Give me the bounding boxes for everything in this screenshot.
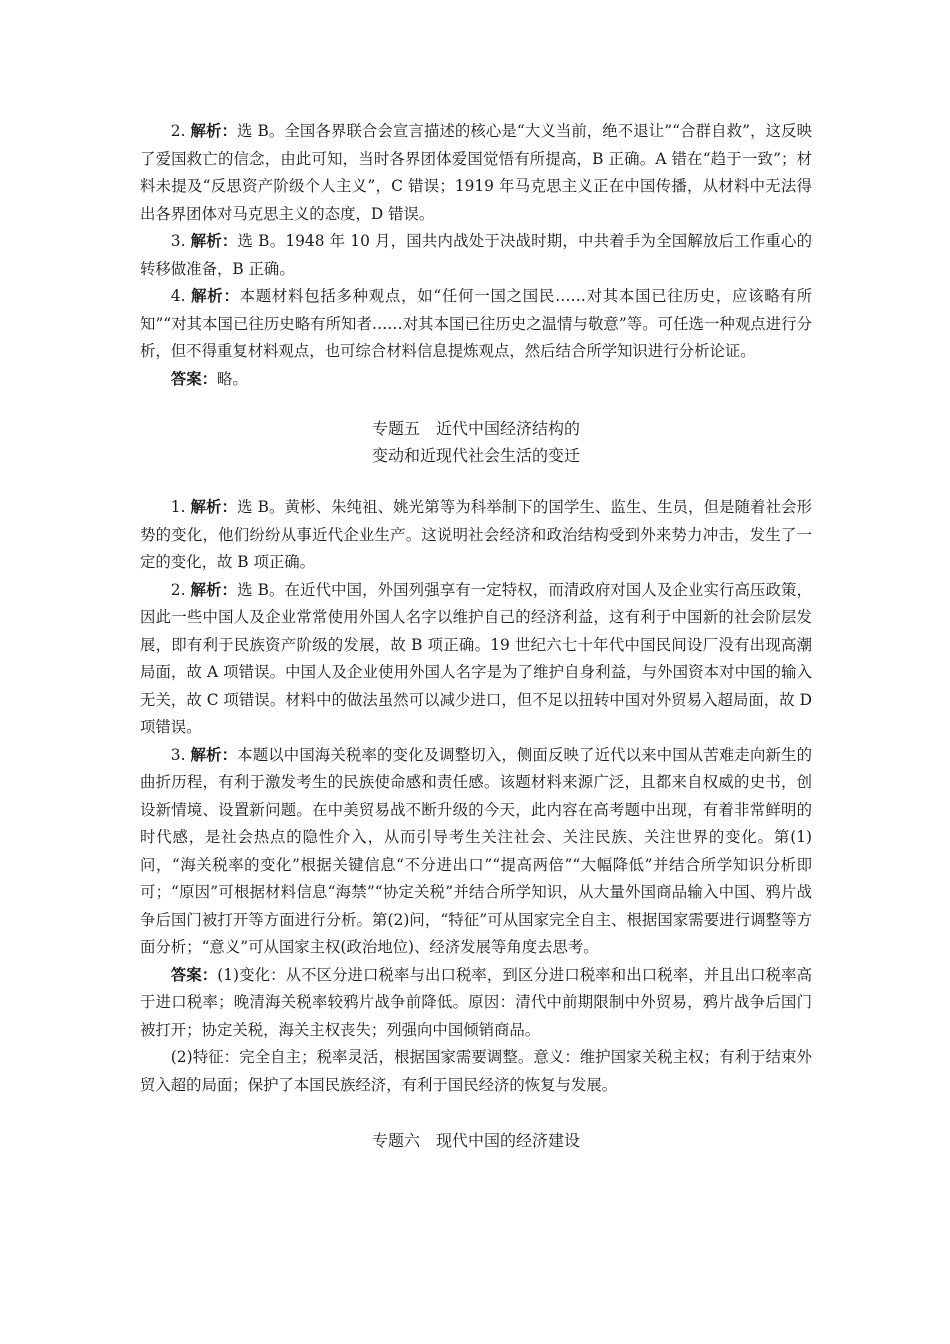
section-title-line-2: 变动和近现代社会生活的变迁 xyxy=(371,446,580,465)
answer-text: (1)变化：从不区分进口税率与出口税率，到区分进口税率和出口税率，并且出口税率高于进口税率；晚清海关税率较鸦片战争前降低。原因：清代中前期限制中外贸易，鸦片战争后国门被打开；协定关税，海关主权丧失；列强向中国倾销商品。 xyxy=(140,965,812,1039)
analysis-label: 解析： xyxy=(190,498,238,516)
answer-part-2: (2)特征：完全自主；税率灵活，根据国家需要调整。意义：维护国家关税主权；有利于结束外贸入超的局面；保护了本国民族经济，有利于国民经济的恢复与发展。 xyxy=(140,1048,812,1094)
analysis-label: 解析： xyxy=(190,122,237,140)
section-6-heading xyxy=(140,1127,812,1154)
answer-item-3 xyxy=(140,228,812,283)
answer-item-4 xyxy=(140,283,812,366)
item-number: 1. xyxy=(170,498,191,516)
answer-label: 答案： xyxy=(170,965,218,984)
item-number: 3. xyxy=(170,745,191,764)
answer-item-2 xyxy=(140,118,812,228)
answer-item-3 xyxy=(140,742,812,962)
analysis-label: 解析： xyxy=(190,232,238,250)
answer-text: 略。 xyxy=(216,369,248,388)
analysis-text: 本题材料包括多种观点，如“任何一国之国民……对其本国已往历史，应该略有所知”“对其本国已往历史略有所知者……对其本国已往历史之温情与敬意”等。可任选一种观点进行分析，但不得重复材料观点，也可综合材料信息提炼观点，然后结合所学知识进行分析论证。 xyxy=(140,287,812,360)
analysis-text: 选 B。黄彬、朱纯祖、姚光第等为科举制下的国学生、监生、生员，但是随着社会形势的变化，他们纷纷从事近代企业生产。这说明社会经济和政治结构受到外来势力冲击，发生了一定的变化，故 B 项正确。 xyxy=(140,498,812,571)
answer-item-2 xyxy=(140,577,812,742)
answer-part-1 xyxy=(140,962,812,1045)
item-number: 4. xyxy=(170,287,192,305)
answer-line xyxy=(140,366,812,394)
answer-label: 答案： xyxy=(170,369,217,388)
section-5-heading xyxy=(140,415,812,469)
analysis-label: 解析： xyxy=(190,580,238,599)
analysis-label: 解析： xyxy=(190,745,238,764)
analysis-label: 解析： xyxy=(191,287,240,305)
item-number: 2. xyxy=(170,580,191,599)
section-title-line-1: 专题五 近代中国经济结构的 xyxy=(371,419,580,438)
answer-item-1 xyxy=(140,494,812,577)
section-title: 专题六 现代中国的经济建设 xyxy=(371,1131,580,1150)
analysis-text: 选 B。在近代中国，外国列强享有一定特权，而清政府对国人及企业实行高压政策，因此一些中国人及企业常常使用外国人名字以维护自己的经济利益，这有利于中国新的社会阶层发展，即有利于民族资产阶级的发展，故 B 项正确。19 世纪六七十年代中国民间设厂没有出现高潮局面，故 A 项错误。中国人及企业使用外国人名字是为了维护自身利益，与外国资本对中国的输入无关，故 C 项错误。材料中的做法虽然可以减少进口，但不足以扭转中国对外贸易入超局面，故 D 项错误。 xyxy=(140,580,812,736)
item-number: 2. xyxy=(170,122,191,140)
item-number: 3. xyxy=(170,232,191,250)
analysis-text: 选 B。1948 年 10 月，国共内战处于决战时期，中共着手为全国解放后工作重心的转移做准备，B 正确。 xyxy=(140,232,812,278)
analysis-text: 选 B。全国各界联合会宣言描述的核心是“大义当前，绝不退让”“合群自救”，这反映了爱国救亡的信念，由此可知，当时各界团体爱国觉悟有所提高，B 正确。A 错在“趋于一致”；材料未提及“反思资产阶级个人主义”，C 错误；1919 年马克思主义正在中国传播，从材料中无法得出各界团体对马克思主义的态度，D 错误。 xyxy=(140,122,812,223)
analysis-text: 本题以中国海关税率的变化及调整切入，侧面反映了近代以来中国从苦难走向新生的曲折历程，有利于激发考生的民族使命感和责任感。该题材料来源广泛，且都来自权威的史书，创设新情境、设置新问题。在中美贸易战不断升级的今天，此内容在高考题中出现，有着非常鲜明的时代感，是社会热点的隐性介入，从而引导考生关注社会、关注民族、关注世界的变化。第(1)问，“海关税率的变化”根据关键信息“不分进出口”“提高两倍”“大幅降低”并结合所学知识分析即可；“原因”可根据材料信息“海禁”“协定关税”并结合所学知识，从大量外国商品输入中国、鸦片战争后国门被打开等方面进行分析。第(2)问，“特征”可从国家完全自主、根据国家需要进行调整等方面分析；“意义”可从国家主权(政治地位)、经济发展等角度去思考。 xyxy=(140,745,812,956)
document-page xyxy=(140,118,812,1154)
